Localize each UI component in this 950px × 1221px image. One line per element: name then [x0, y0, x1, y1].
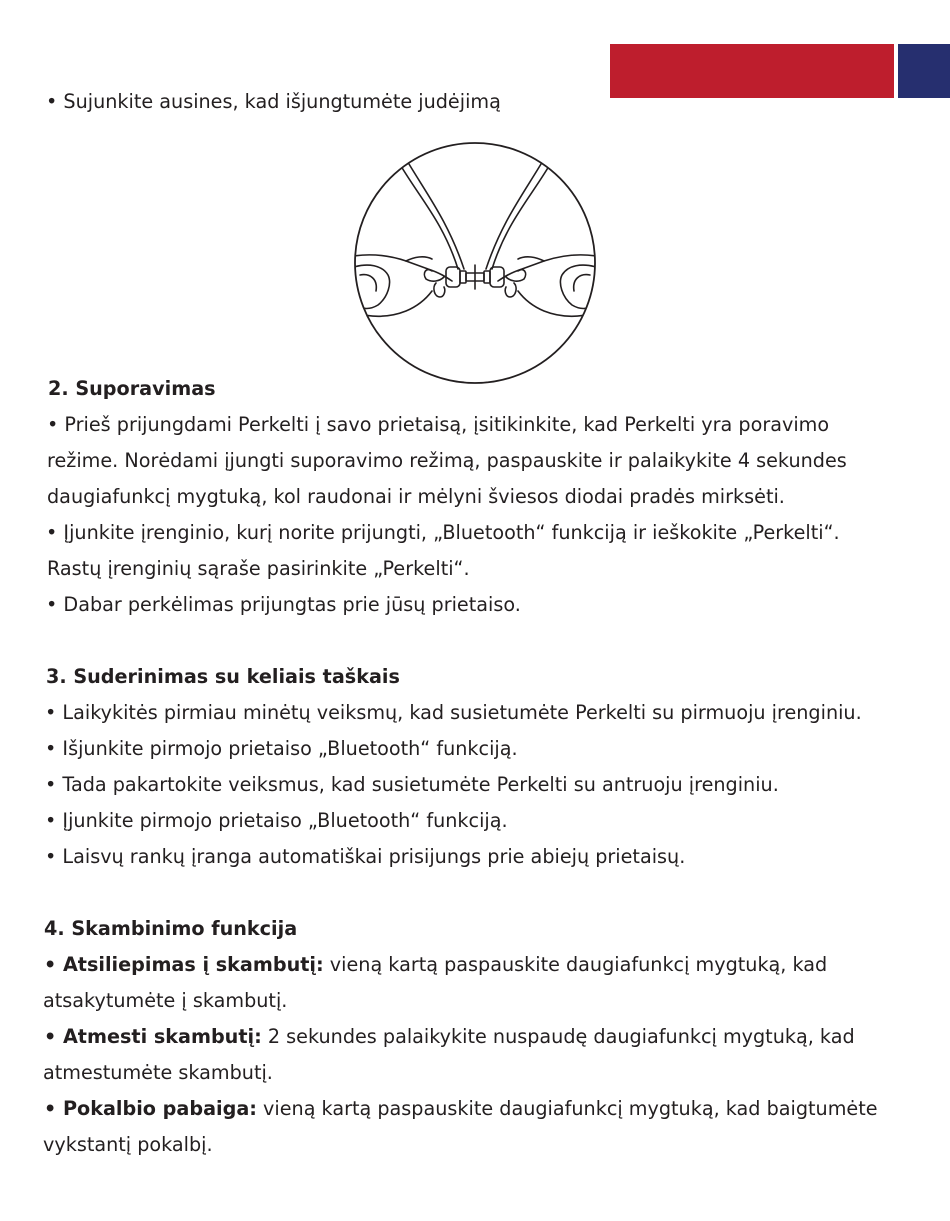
section-2-line: • Prieš prijungdami Perkelti į savo prietaisą, įsitikinkite, kad Perkelti yra poravimo [47, 413, 830, 436]
section-2-line: režime. Norėdami įjungti suporavimo režimą, paspauskite ir palaikykite 4 sekundes [47, 449, 847, 472]
section-3-line: • Tada pakartokite veiksmus, kad susietumėte Perkelti su antruoju įrenginiu. [45, 773, 779, 796]
section-2-title: 2. Suporavimas [48, 377, 216, 400]
section-4-title: 4. Skambinimo funkcija [44, 917, 298, 940]
earbuds-magnetic-connection-illustration-icon [348, 141, 602, 385]
section-2-line: daugiafunkcį mygtuką, kol raudonai ir mėlyni šviesos diodai pradės mirksėti. [47, 485, 785, 508]
section-3-line: • Išjunkite pirmojo prietaiso „Bluetooth“ funkciją. [45, 737, 518, 760]
call-answer-continuation: atsakytumėte į skambutį. [43, 989, 288, 1012]
header-red-bar [610, 44, 894, 98]
header-blue-bar [898, 44, 950, 98]
section-2-line: • Įjunkite įrenginio, kurį norite prijungti, „Bluetooth“ funkciją ir ieškokite „Perkelti“. [46, 521, 840, 544]
section-3-line: • Laisvų rankų įranga automatiškai prisijungs prie abiejų prietaisų. [45, 845, 686, 868]
call-end-label: • Pokalbio pabaiga: [44, 1097, 257, 1120]
call-answer-label: • Atsiliepimas į skambutį: [44, 953, 324, 976]
call-end-text: vieną kartą paspauskite daugiafunkcį mygtuką, kad baigtumėte [256, 1097, 878, 1120]
call-reject-continuation: atmestumėte skambutį. [43, 1061, 273, 1084]
section-3-line: • Įjunkite pirmojo prietaiso „Bluetooth“ funkciją. [45, 809, 508, 832]
call-answer-text: vieną kartą paspauskite daugiafunkcį mygtuką, kad [323, 953, 828, 976]
section-3-line: • Laikykitės pirmiau minėtų veiksmų, kad susietumėte Perkelti su pirmuoju įrenginiu. [45, 701, 862, 724]
section-2-line: • Dabar perkėlimas prijungtas prie jūsų prietaiso. [46, 593, 521, 616]
call-reject-label: • Atmesti skambutį: [44, 1025, 262, 1048]
call-end-item [44, 1091, 878, 1127]
call-reject-text: 2 sekundes palaikykite nuspaudę daugiafunkcį mygtuką, kad [261, 1025, 855, 1048]
call-end-continuation: vykstantį pokalbį. [43, 1133, 213, 1156]
section-3-title: 3. Suderinimas su keliais taškais [46, 665, 400, 688]
call-answer-item [44, 947, 827, 983]
call-reject-item [44, 1019, 855, 1055]
intro-bullet: • Sujunkite ausines, kad išjungtumėte judėjimą [46, 90, 501, 113]
section-2-line: Rastų įrenginių sąraše pasirinkite „Perkelti“. [47, 557, 470, 580]
